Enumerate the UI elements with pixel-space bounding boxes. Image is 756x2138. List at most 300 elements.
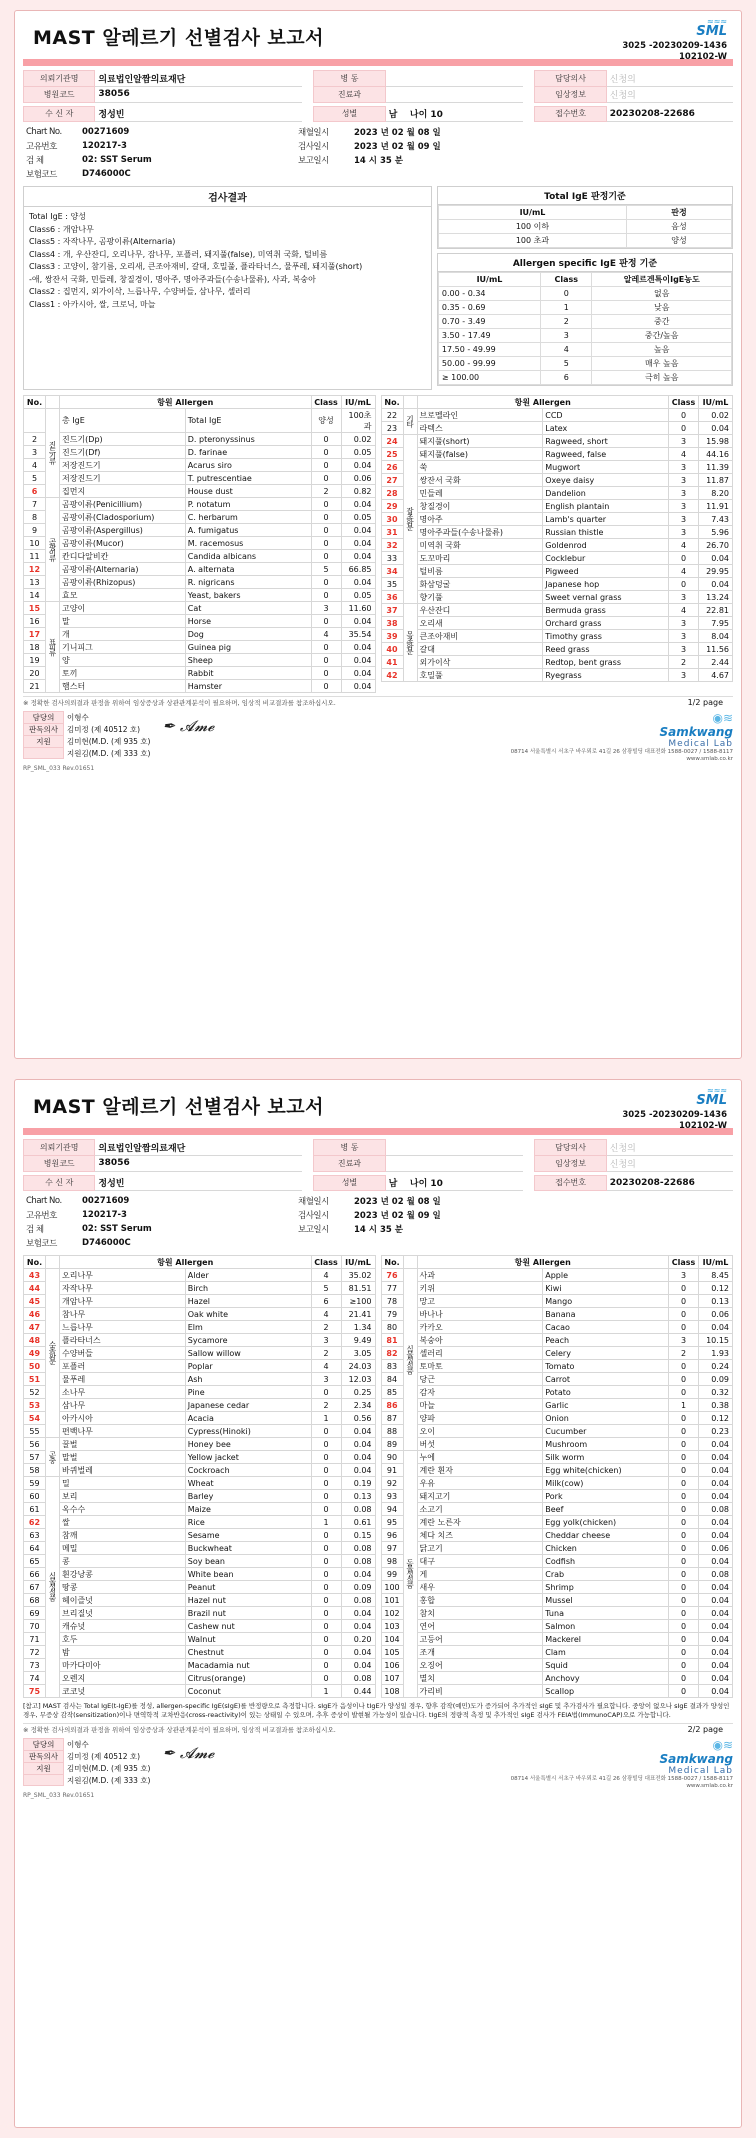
label-org: 의뢰기관명 [24,1140,95,1156]
cell-iu: 8.45 [699,1269,733,1282]
table-row [24,602,376,615]
cell-class: 0 [311,576,341,589]
table-row [381,1438,733,1451]
cell-no: 49 [24,1347,46,1360]
value-worker-sign: 김미정 (제 40512 호) [67,725,141,734]
cell-allergen-en: Chicken [543,1542,669,1555]
cell-no: 46 [24,1308,46,1321]
cell-allergen-kr: 삼나무 [60,1399,186,1412]
cell-level: 중간 [592,315,732,329]
cell-allergen-kr: 진드기(Df) [60,446,186,459]
logo-swoosh-icon: ≈≈≈ [706,17,727,26]
value-sex: 남 [388,110,398,120]
cell-class: 0 [311,511,341,524]
cell-allergen-en: Sweet vernal grass [543,591,669,604]
cell-class: 0 [669,1373,699,1386]
cell-no: 41 [381,656,403,669]
cell-allergen-en: Japanese cedar [185,1399,311,1412]
cell-class: 0 [669,1321,699,1334]
table-row [381,1659,733,1672]
cell-allergen-en: Macadamia nut [185,1659,311,1672]
table-row [381,1503,733,1516]
cell-allergen-en: Tuna [543,1607,669,1620]
barcode-line-2: 102102-W [678,52,727,62]
cell-range: 50.00 - 99.99 [438,357,540,371]
cell-class: 0 [669,1360,699,1373]
table-row [381,1516,733,1529]
table-row [381,435,733,448]
cell-iu: 81.51 [341,1282,375,1295]
table-row [381,552,733,565]
table-row [381,1581,733,1594]
cell-allergen-kr: 사과 [417,1269,543,1282]
cell-no: 108 [381,1685,403,1698]
value-collected: 2023 년 02 월 08 일 [354,128,441,138]
cell-allergen-en: Apple [543,1269,669,1282]
cell-no: 27 [381,474,403,487]
cell-allergen-kr: 집먼지 [60,485,186,498]
cell-allergen-kr: 플라타너스 [60,1334,186,1347]
page-title: MAST 알레르기 선별검사 보고서 [33,1096,324,1118]
cell-no: 62 [24,1516,46,1529]
cell-class: 2 [311,485,341,498]
table-row [24,1607,376,1620]
cell-group: 기타 [403,409,417,435]
cell-no: 10 [24,537,46,550]
table-row [381,1269,733,1282]
cell-allergen-kr: 헤이즐넛 [60,1594,186,1607]
table-row [24,1464,376,1477]
handwritten-signature: ✒ ﻿𝓐𝓶𝓮 [162,717,215,735]
col-iu: IU/mL [341,396,375,409]
patient-info-table [23,1139,733,1191]
cell-allergen-en: Squid [543,1659,669,1672]
cell-no: 13 [24,576,46,589]
cell-iu: 0.04 [699,578,733,591]
cell-allergen-en: D. pteronyssinus [185,433,311,446]
barcode-line-1: 3025 -20230209-1436 [622,41,727,51]
cell-no: 89 [381,1438,403,1451]
cell-iu: 0.04 [341,524,375,537]
cell-no: 20 [24,667,46,680]
result-line: Class5 : 자작나무, 곰팡이류(Alternaria) [29,237,176,246]
cell-allergen-kr: 개 [60,628,186,641]
label-org: 의뢰기관명 [24,71,95,87]
col-allergen: 항원 Allergen [417,1256,669,1269]
cell-class: 2 [669,1347,699,1360]
cell-iu: 0.25 [341,1386,375,1399]
cell-allergen-en: Cashew nut [185,1620,311,1633]
cell-no: 101 [381,1594,403,1607]
table-row [381,526,733,539]
cell-no: 14 [24,589,46,602]
cell-no: 100 [381,1581,403,1594]
cell-no: 74 [24,1672,46,1685]
label-receiver: 수 신 자 [24,106,95,122]
cell-allergen-en: R. nigricans [185,576,311,589]
cell-class: 0 [669,422,699,435]
cell-allergen-kr: 쌍잔서 국화 [417,474,543,487]
cell-allergen-en: Dandelion [543,487,669,500]
table-row [24,1542,376,1555]
label-receiver: 수 신 자 [24,1175,95,1191]
cell-iu: 0.09 [699,1373,733,1386]
cell-allergen-kr: 양파 [417,1412,543,1425]
table-row [24,1425,376,1438]
barcode-line-2: 102102-W [678,1121,727,1131]
cell-class: 4 [669,604,699,617]
value-report-code: D746000C [82,1238,131,1248]
cell-allergen-en: Sycamore [185,1334,311,1347]
cell-class: 1 [541,301,592,315]
cell-allergen-kr: 오이 [417,1425,543,1438]
value-report-code: D746000C [82,169,131,179]
table-row [381,578,733,591]
col-no: No. [381,396,403,409]
cell-class: 0 [669,1282,699,1295]
cell-class: 4 [311,1308,341,1321]
cell-allergen-en: Sallow willow [185,1347,311,1360]
cell-no: 57 [24,1451,46,1464]
cell-class: 3 [669,669,699,682]
cell-allergen-en: Japanese hop [543,578,669,591]
cell-no: 61 [24,1503,46,1516]
cell-allergen-en: Soy bean [185,1555,311,1568]
cell-class: 0 [669,1503,699,1516]
table-row [438,287,731,301]
cell-allergen-kr: 브로멜라인 [417,409,543,422]
cell-allergen-en: Peanut [185,1581,311,1594]
cell-allergen-en: Cat [185,602,311,615]
cell-class: 4 [669,448,699,461]
cell-class: 0 [669,1425,699,1438]
table-row [24,1321,376,1334]
cell-allergen-kr: 오리나무 [60,1269,186,1282]
page-1-header [23,17,733,62]
cell-allergen-kr: 화삼덩굴 [417,578,543,591]
cell-allergen-kr: 토끼 [60,667,186,680]
cell-no: 12 [24,563,46,576]
cell-allergen-kr: 수양버들 [60,1347,186,1360]
cell-no: 40 [381,643,403,656]
cell-no: 52 [24,1386,46,1399]
table-row [381,1685,733,1698]
allergen-table-left [23,395,376,693]
cell-allergen-kr: 바나나 [417,1308,543,1321]
cell-allergen-en: Coconut [185,1685,311,1698]
total-ige-criteria-table [438,205,732,248]
cell-no: 85 [381,1386,403,1399]
value-chart-no: 00271609 [82,1196,130,1206]
cell-allergen-kr: 물푸레 [60,1373,186,1386]
cell-allergen-en: Wheat [185,1477,311,1490]
page-number: 1/2 page [687,698,723,707]
cell-range: 0.00 - 0.34 [438,287,540,301]
cell-iu: 0.08 [341,1542,375,1555]
cell-class: 0 [669,1555,699,1568]
cell-allergen-kr: 미역취 국화 [417,539,543,552]
cell-allergen-en: Pigweed [543,565,669,578]
cell-iu: 0.05 [341,511,375,524]
cell-group: 진드기류 [46,409,60,498]
cell-allergen-kr: 말벌 [60,1451,186,1464]
cell-allergen-en: Beef [543,1503,669,1516]
cell-iu: 0.04 [341,576,375,589]
cell-allergen-en: CCD [543,409,669,422]
cell-allergen-kr: 캐슈넛 [60,1620,186,1633]
cell-allergen-kr: 소고기 [417,1503,543,1516]
cell-allergen-en: M. racemosus [185,537,311,550]
table-row [381,1399,733,1412]
cell-class: 5 [541,357,592,371]
cell-allergen-en: D. farinae [185,446,311,459]
sml-logo-icon: ≈≈≈ SML [696,1086,727,1108]
table-row [24,1594,376,1607]
cell-no: 66 [24,1568,46,1581]
cell-no: 96 [381,1529,403,1542]
cell-allergen-en: C. herbarum [185,511,311,524]
cell-no: 97 [381,1542,403,1555]
total-ige-criteria-title: Total IgE 판정기준 [438,187,732,205]
cell-allergen-kr: 마카다미아 [60,1659,186,1672]
value-sex-age [385,1175,523,1191]
cell-class: 양성 [311,409,341,433]
table-row [24,409,376,433]
cell-iu: 0.04 [341,1425,375,1438]
cell-allergen-en: Maize [185,1503,311,1516]
cell-allergen-en: Egg yolk(chicken) [543,1516,669,1529]
col-class: Class [669,1256,699,1269]
cell-class: 3 [669,1334,699,1347]
cell-no: 88 [381,1425,403,1438]
table-row [24,615,376,628]
value-sex-age [385,106,523,122]
cell-allergen-en: Cypress(Hinoki) [185,1425,311,1438]
cell-class: 2 [311,1321,341,1334]
cell-class: 2 [311,1399,341,1412]
cell-allergen-kr: 소나무 [60,1386,186,1399]
cell-iu: 12.03 [341,1373,375,1386]
lab-website: www.smlab.co.kr [686,756,733,762]
cell-allergen-kr: 느릅나무 [60,1321,186,1334]
cell-no: 17 [24,628,46,641]
cell-no: 76 [381,1269,403,1282]
cell-iu: 0.44 [341,1685,375,1698]
cell-no: 11 [24,550,46,563]
cell-class: 0 [311,589,341,602]
table-row [24,628,376,641]
table-row [381,1672,733,1685]
cell-allergen-en: Tomato [543,1360,669,1373]
cell-iu: 0.20 [341,1633,375,1646]
cell-allergen-kr: 개암나무 [60,1295,186,1308]
table-row [24,1269,376,1282]
cell-iu: 44.16 [699,448,733,461]
cell-iu: 0.04 [341,498,375,511]
cell-class: 0 [669,552,699,565]
table-row [381,474,733,487]
cell-class: 0 [311,537,341,550]
page-number: 2/2 page [687,1725,723,1734]
cell-allergen-kr: 흰강낭콩 [60,1568,186,1581]
cell-allergen-kr: 갈대 [417,643,543,656]
value-org: 의료법인알짬의료재단 [95,1140,302,1156]
label-support-sign: 지원 [24,736,64,748]
cell-iu: 24.03 [341,1360,375,1373]
col-iu: IU/mL [438,206,626,220]
cell-allergen-en: Sesame [185,1529,311,1542]
cell-no: 86 [381,1399,403,1412]
table-row [24,1477,376,1490]
table-row [381,500,733,513]
cell-allergen-kr: 브리질넛 [60,1607,186,1620]
cell-iu: 0.04 [699,1620,733,1633]
cell-class: 0 [311,1633,341,1646]
cell-no: 55 [24,1425,46,1438]
col-class: Class [311,396,341,409]
cell-no [24,409,46,433]
cell-no: 84 [381,1373,403,1386]
cell-no: 59 [24,1477,46,1490]
col-no: No. [24,1256,46,1269]
table-row [381,1529,733,1542]
label-specimen: 검 체 [26,1225,44,1235]
table-row [24,446,376,459]
cell-allergen-en: Cocklebur [543,552,669,565]
cell-allergen-kr: 메밀 [60,1542,186,1555]
cell-class: 0 [311,446,341,459]
col-iu: IU/mL [699,1256,733,1269]
table-row [438,371,731,385]
cell-allergen-en: Alder [185,1269,311,1282]
table-row [381,487,733,500]
cell-class: 3 [669,617,699,630]
cell-no: 83 [381,1360,403,1373]
cell-group: 수목화분 [46,1269,60,1438]
cell-class: 3 [669,526,699,539]
label-received: 검사일시 [298,1211,329,1221]
cell-allergen-kr: 버섯 [417,1438,543,1451]
form-revision: RP_SML_033 Rev.01651 [23,1792,95,1799]
cell-allergen-en: Shrimp [543,1581,669,1594]
cell-class: 4 [311,1360,341,1373]
cell-group: 잡초화분 [403,435,417,604]
cell-range: 3.50 - 17.49 [438,329,540,343]
col-allergen: 항원 Allergen [417,396,669,409]
table-row [381,630,733,643]
cell-allergen-kr: 계란 노른자 [417,1516,543,1529]
cell-iu: 1.93 [699,1347,733,1360]
cell-allergen-kr: 가리비 [417,1685,543,1698]
cell-iu: 0.04 [699,1490,733,1503]
cell-class: 0 [669,1685,699,1698]
cell-class: 0 [669,1438,699,1451]
cell-allergen-en: Ryegrass [543,669,669,682]
cell-no: 64 [24,1542,46,1555]
cell-allergen-en: Poplar [185,1360,311,1373]
value-age: 10 [430,1179,443,1189]
cell-iu: 0.24 [699,1360,733,1373]
cell-class: 0 [311,1386,341,1399]
col-class: Class [669,396,699,409]
table-row [438,315,731,329]
cell-allergen-en: Walnut [185,1633,311,1646]
cell-allergen-kr: 연어 [417,1620,543,1633]
cell-no: 73 [24,1659,46,1672]
cell-iu: 0.04 [699,1529,733,1542]
label-collected: 채혈일시 [298,1197,329,1207]
cell-allergen-kr: 쌀 [60,1516,186,1529]
label-reported: 보고일시 [298,1225,329,1235]
cell-no: 15 [24,602,46,615]
cell-allergen-kr: 아카시아 [60,1412,186,1425]
value-support-sign: 지원김(M.D. (제 333 호) [67,748,151,758]
value-collected: 2023 년 02 월 08 일 [354,1197,441,1207]
cell-no: 33 [381,552,403,565]
table-row [24,1555,376,1568]
cell-judgement: 양성 [627,234,732,248]
cell-class: 0 [669,1386,699,1399]
cell-no: 35 [381,578,403,591]
value-received: 2023 년 02 월 09 일 [354,1211,441,1221]
cell-class: 2 [541,315,592,329]
cell-no: 37 [381,604,403,617]
cell-class: 0 [311,472,341,485]
cell-no: 75 [24,1685,46,1698]
value-age: 10 [430,110,443,120]
specific-ige-criteria-table [438,272,732,385]
cell-iu: 0.05 [341,446,375,459]
cell-iu: 35.02 [341,1269,375,1282]
cell-allergen-kr: 진드기(Dp) [60,433,186,446]
cell-no: 107 [381,1672,403,1685]
value-reported: 14 시 35 분 [354,156,403,166]
table-row [381,1594,733,1607]
col-no: No. [381,1256,403,1269]
cell-allergen-en: Russian thistle [543,526,669,539]
cell-allergen-kr: 호밀풀 [417,669,543,682]
cell-allergen-en: T. putrescentiae [185,472,311,485]
cell-iu: 100초과 [341,409,375,433]
cell-iu: 0.08 [341,1672,375,1685]
cell-allergen-kr: 곰팡이류(Aspergillus) [60,524,186,537]
cell-no: 9 [24,524,46,537]
cell-allergen-en: Kiwi [543,1282,669,1295]
specimen-info-table [23,1194,733,1250]
cell-allergen-en: Acarus siro [185,459,311,472]
cell-class: 0 [541,287,592,301]
label-collected: 채혈일시 [298,128,329,138]
cell-class: 0 [669,1633,699,1646]
label-doctor-sign: 담당의 [24,1739,64,1751]
cell-range: 17.50 - 49.99 [438,343,540,357]
form-revision: RP_SML_033 Rev.01651 [23,765,95,772]
table-row [381,591,733,604]
cell-iu: 0.04 [699,1581,733,1594]
table-row [24,1490,376,1503]
table-row [24,1360,376,1373]
col-class: Class [311,1256,341,1269]
value-doctor: 신청의 [606,71,733,87]
cell-allergen-kr: 닭고기 [417,1542,543,1555]
cell-iu: 0.04 [699,1646,733,1659]
cell-allergen-kr: 말 [60,615,186,628]
cell-allergen-kr: 오징어 [417,1659,543,1672]
cell-allergen-kr: 명아주과들(수송나물류) [417,526,543,539]
cell-allergen-kr: 참치 [417,1607,543,1620]
cell-iu: 0.04 [341,615,375,628]
cell-class: 5 [311,563,341,576]
